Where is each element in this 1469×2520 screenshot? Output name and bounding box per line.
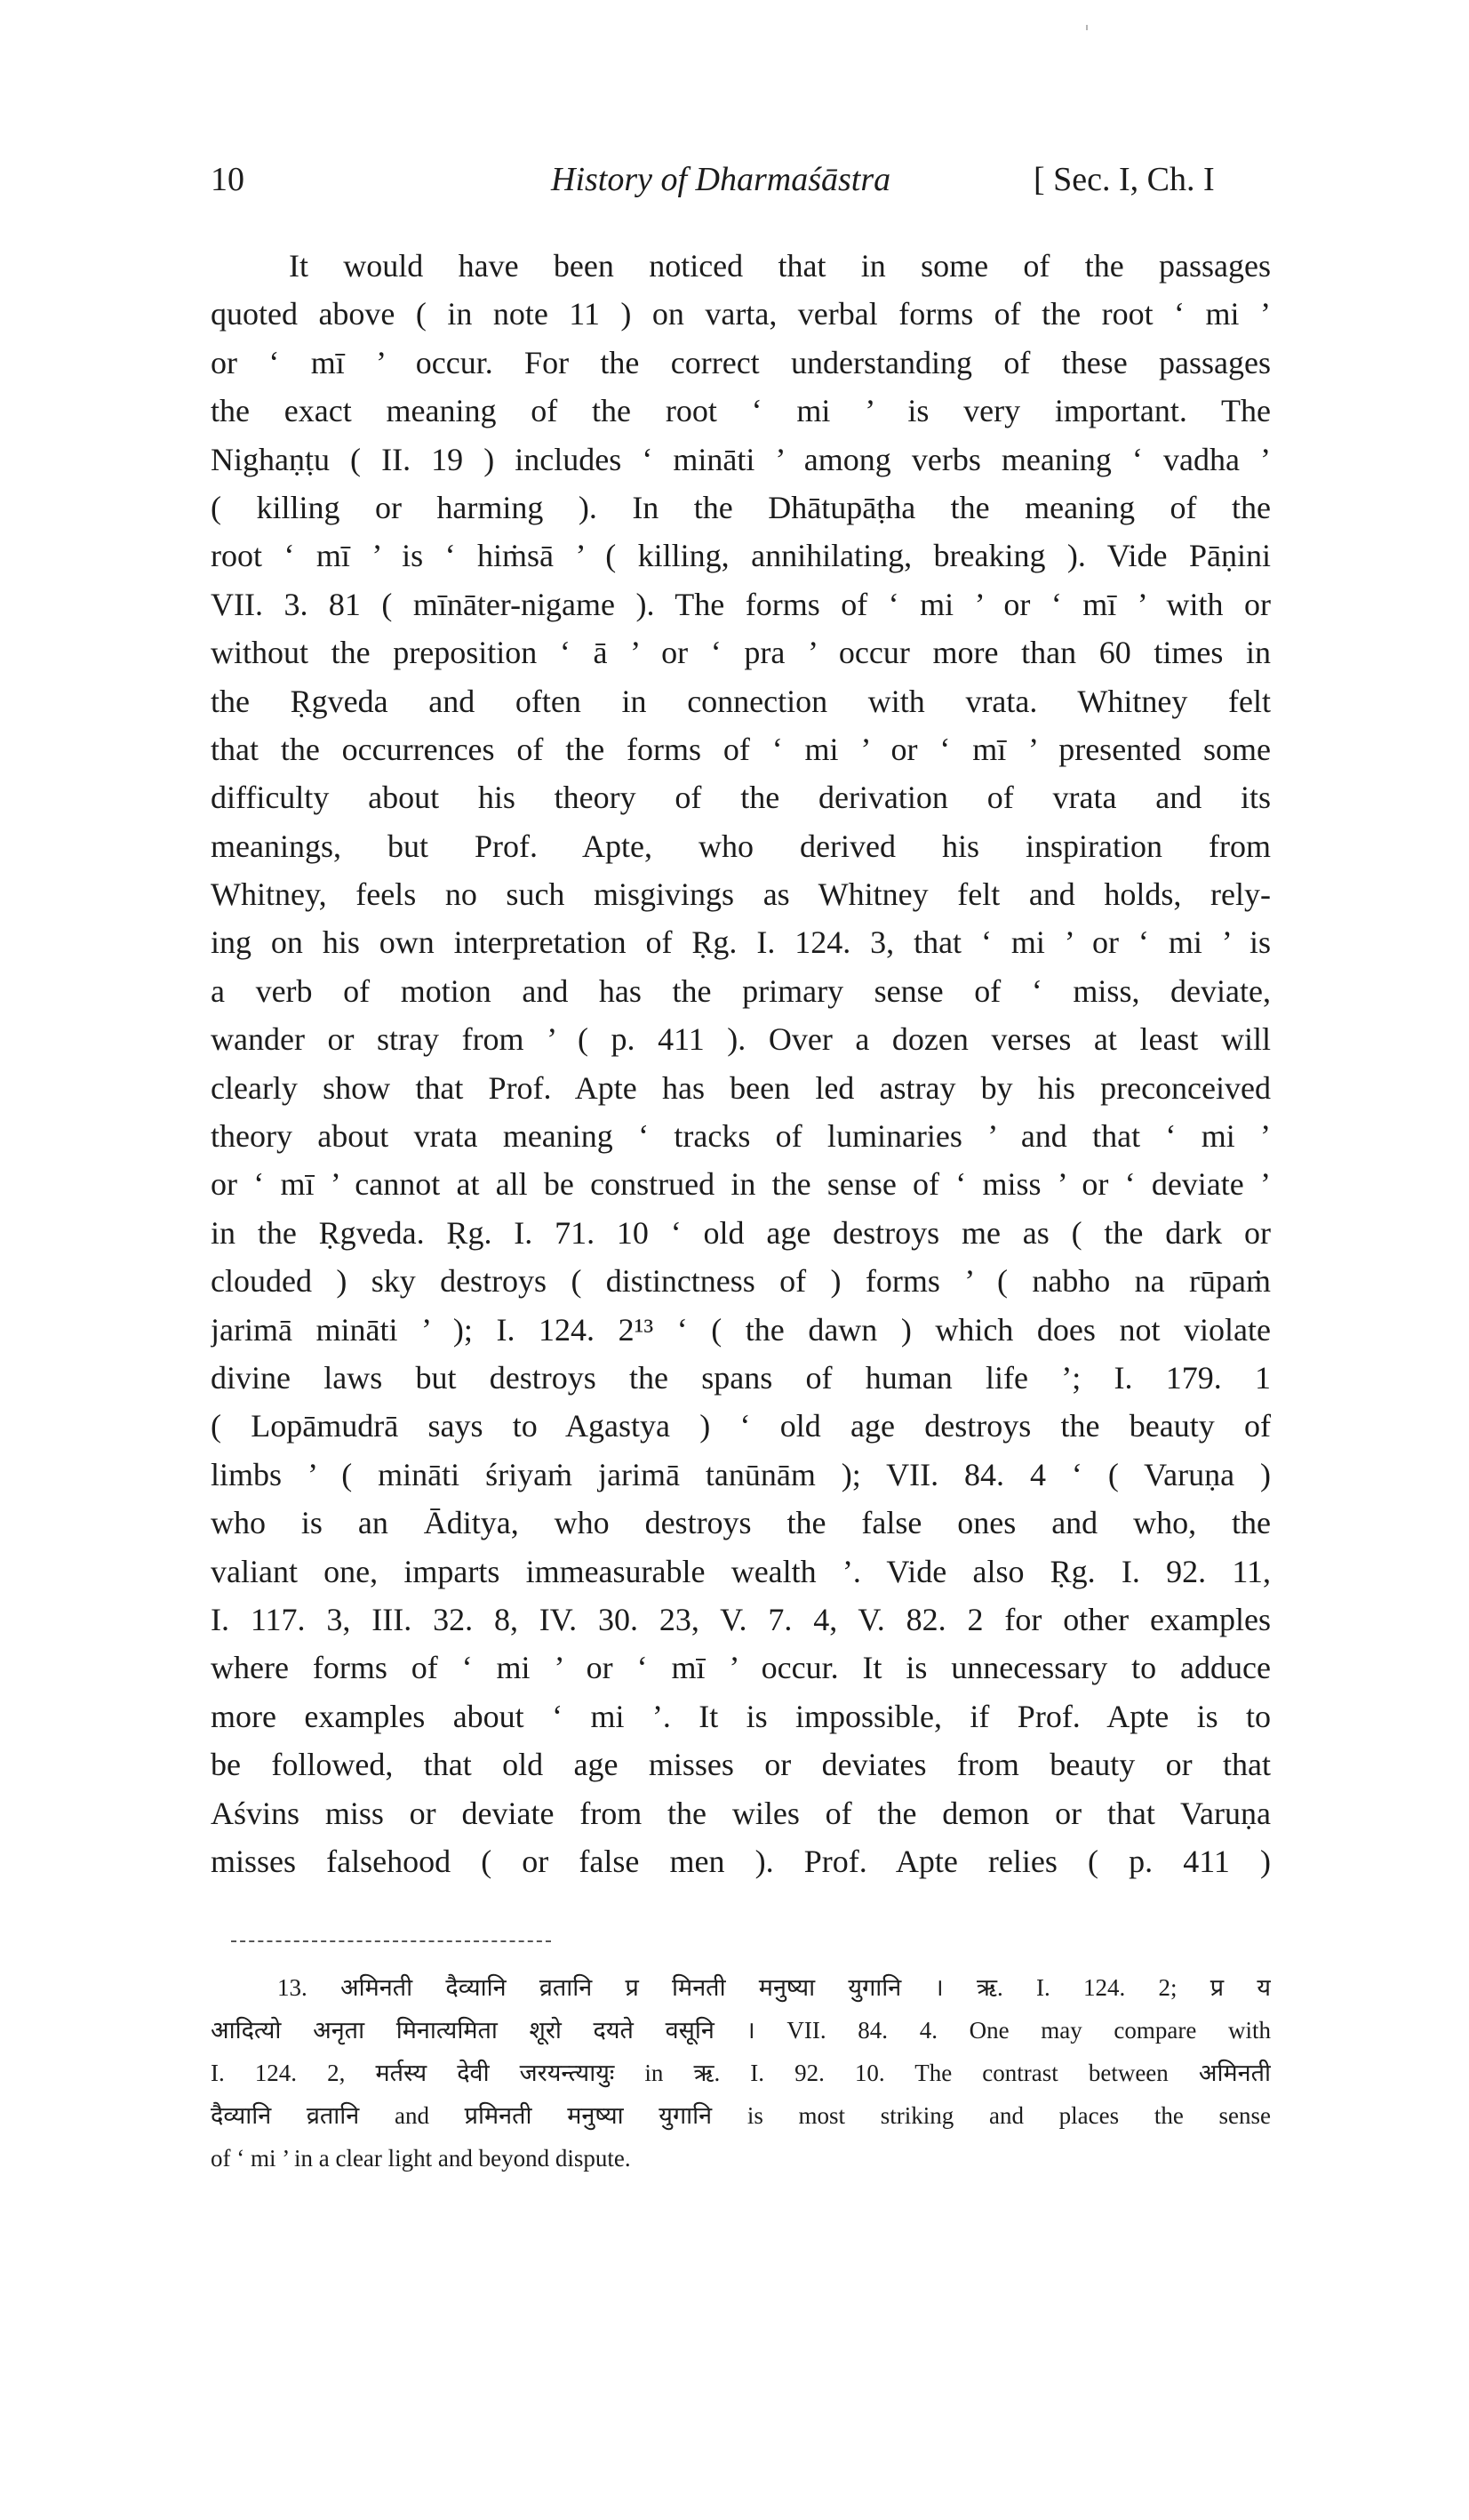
body-line: a verb of motion and has the primary sense of ‘ miss, deviate, bbox=[211, 972, 1271, 1009]
body-line: VII. 3. 81 ( mīnāter-nigame ). The forms of ‘ mi ’ or ‘ mī ’ with or bbox=[211, 586, 1271, 622]
footnote-13 bbox=[211, 1966, 1271, 2180]
body-line: I. 117. 3, III. 32. 8, IV. 30. 23, V. 7. 4, V. 82. 2 for other examples bbox=[211, 1601, 1271, 1637]
body-line: ( Lopāmudrā says to Agastya ) ‘ old age destroys the beauty of bbox=[211, 1408, 1271, 1444]
running-title: History of Dharmaśāstra bbox=[551, 161, 891, 198]
body-line: theory about vrata meaning ‘ tracks of luminaries ’ and that ‘ mi ’ bbox=[211, 1118, 1271, 1155]
body-line: be followed, that old age misses or deviates from beauty or that bbox=[211, 1747, 1271, 1783]
body-line: ( killing or harming ). In the Dhātupāṭha the meaning of the bbox=[211, 489, 1271, 525]
body-line: clouded ) sky destroys ( distinctness of ) forms ’ ( nabho na rūpaṁ bbox=[211, 1263, 1271, 1300]
body-line: that the occurrences of the forms of ‘ mi ’ or ‘ mī ’ presented some bbox=[211, 731, 1271, 767]
section-reference: [ Sec. I, Ch. I bbox=[1034, 161, 1215, 198]
body-line: wander or stray from ’ ( p. 411 ). Over a dozen verses at least will bbox=[211, 1021, 1271, 1058]
footnote-line: I. 124. 2, मर्तस्य देवी जरयन्त्यायुः in ऋ. I. 92. 10. The contrast between अमिनती bbox=[211, 2060, 1271, 2086]
body-line: Whitney, feels no such misgivings as Whitney felt and holds, rely- bbox=[211, 876, 1271, 913]
body-line: It would have been noticed that in some of the passages bbox=[289, 248, 1271, 284]
body-line: where forms of ‘ mi ’ or ‘ mī ’ occur. It is unnecessary to adduce bbox=[211, 1650, 1271, 1686]
footnote-separator bbox=[231, 1940, 551, 1942]
body-line: or ‘ mī ’ occur. For the correct understanding of these passages bbox=[211, 344, 1271, 380]
body-text bbox=[211, 242, 1271, 1885]
body-line: in the Ṛgveda. Ṛg. I. 71. 10 ‘ old age destroys me as ( the dark or bbox=[211, 1214, 1271, 1251]
body-line: misses falsehood ( or false men ). Prof. Apte relies ( p. 411 ) bbox=[211, 1843, 1271, 1879]
body-line: clearly show that Prof. Apte has been led astray by his preconceived bbox=[211, 1069, 1271, 1106]
body-line: Aśvins miss or deviate from the wiles of the demon or that Varuṇa bbox=[211, 1795, 1271, 1831]
body-line: the exact meaning of the root ‘ mi ’ is very important. The bbox=[211, 393, 1271, 429]
body-line: or ‘ mī ’ cannot at all be construed in the sense of ‘ miss ’ or ‘ deviate ’ bbox=[211, 1166, 1271, 1203]
body-line: difficulty about his theory of the derivation of vrata and its bbox=[211, 780, 1271, 816]
footnote-line: दैव्यानि व्रतानि and प्रमिनती मनुष्या युगानि is most striking and places the sense bbox=[211, 2102, 1271, 2129]
body-line: who is an Āditya, who destroys the false ones and who, the bbox=[211, 1505, 1271, 1541]
body-line: valiant one, imparts immeasurable wealth ’. Vide also Ṛg. I. 92. 11, bbox=[211, 1553, 1271, 1589]
body-line: the Ṛgveda and often in connection with vrata. Whitney felt bbox=[211, 683, 1271, 719]
footnote-line: आदित्यो अनृता मिनात्यमिता शूरो दयते वसूनि । VII. 84. 4. One may compare with bbox=[211, 2017, 1271, 2044]
body-line: without the preposition ‘ ā ’ or ‘ pra ’ occur more than 60 times in bbox=[211, 635, 1271, 671]
footnote-line: of ‘ mi ’ in a clear light and beyond dispute. bbox=[211, 2145, 631, 2172]
scan-mark bbox=[1086, 25, 1088, 30]
body-line: ing on his own interpretation of Ṛg. I. 124. 3, that ‘ mi ’ or ‘ mi ’ is bbox=[211, 924, 1271, 961]
page-number: 10 bbox=[211, 161, 244, 198]
body-line: divine laws but destroys the spans of human life ’; I. 179. 1 bbox=[211, 1359, 1271, 1396]
body-line: Nighaṇṭu ( II. 19 ) includes ‘ mināti ’ among verbs meaning ‘ vadha ’ bbox=[211, 441, 1271, 477]
body-line: quoted above ( in note 11 ) on varta, verbal forms of the root ‘ mi ’ bbox=[211, 296, 1271, 332]
body-line: more examples about ‘ mi ’. It is impossible, if Prof. Apte is to bbox=[211, 1698, 1271, 1734]
page-header bbox=[0, 158, 1469, 212]
body-line: limbs ’ ( mināti śriyaṁ jarimā tanūnām ); VII. 84. 4 ‘ ( Varuṇa ) bbox=[211, 1456, 1271, 1492]
body-line: jarimā mināti ’ ); I. 124. 2¹³ ‘ ( the dawn ) which does not violate bbox=[211, 1311, 1271, 1348]
footnote-line: 13. अमिनती दैव्यानि व्रतानि प्र मिनती मनुष्या युगानि । ऋ. I. 124. 2; प्र य bbox=[277, 1974, 1271, 2001]
body-line: meanings, but Prof. Apte, who derived his inspiration from bbox=[211, 828, 1271, 864]
body-line: root ‘ mī ’ is ‘ hiṁsā ’ ( killing, annihilating, breaking ). Vide Pāṇini bbox=[211, 538, 1271, 574]
